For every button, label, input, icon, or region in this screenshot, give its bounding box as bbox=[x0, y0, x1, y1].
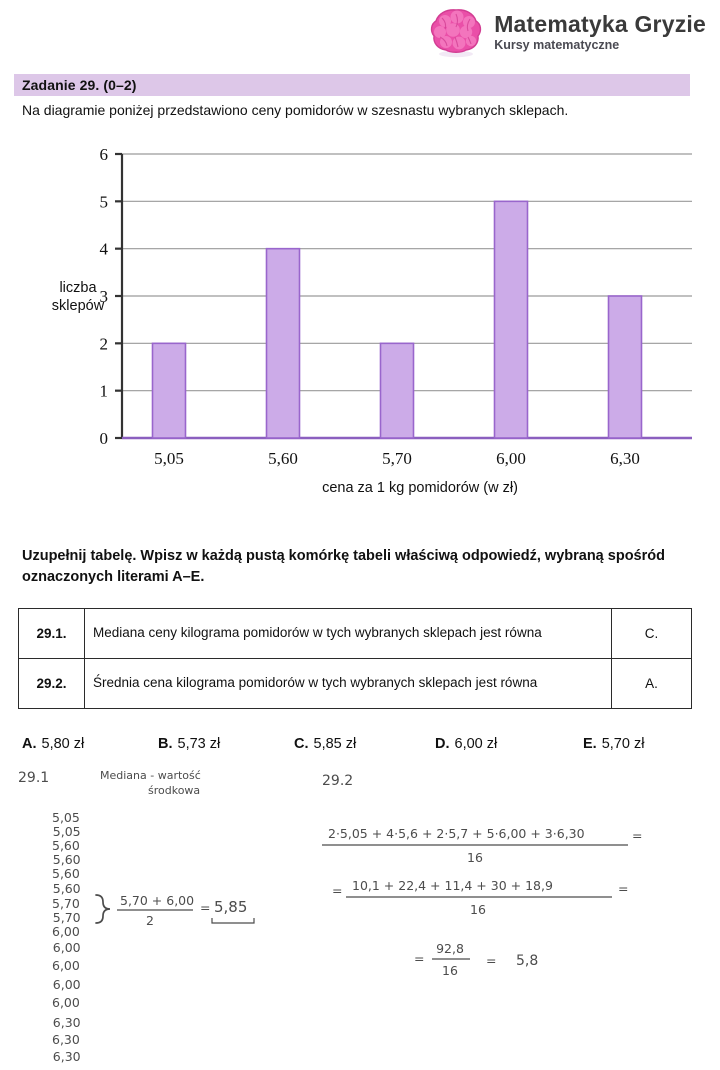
hw-value: 6,30 bbox=[52, 1015, 81, 1030]
option-a-value: 5,80 zł bbox=[41, 736, 85, 752]
y-tick-label: 2 bbox=[99, 334, 108, 354]
x-tick-label: 5,70 bbox=[382, 449, 412, 468]
option-c-value: 5,85 zł bbox=[313, 736, 357, 752]
hw-value: 5,60 bbox=[52, 881, 81, 896]
y-tick-label: 5 bbox=[99, 192, 108, 212]
hw-value: 6,30 bbox=[52, 1049, 81, 1064]
option-c-letter: C. bbox=[294, 736, 309, 752]
option-e-letter: E. bbox=[583, 736, 597, 752]
hw-r-l3-result: 5,8 bbox=[516, 953, 539, 969]
y-axis-title-line1: liczba bbox=[59, 280, 97, 296]
chart-bars bbox=[153, 201, 642, 438]
hw-value-list bbox=[52, 810, 81, 1064]
hw-left-heading: 29.1 bbox=[18, 770, 50, 786]
table-row bbox=[19, 609, 692, 659]
hw-value: 5,60 bbox=[52, 838, 80, 853]
hw-value: 6,00 bbox=[52, 977, 81, 992]
y-tick-label: 4 bbox=[99, 239, 108, 259]
hw-r-l1-den: 16 bbox=[467, 850, 483, 865]
answer-options bbox=[22, 736, 698, 752]
x-tick-label: 6,30 bbox=[610, 449, 640, 468]
hw-r-l3-lead: = bbox=[414, 951, 425, 966]
chart-bar bbox=[153, 343, 186, 438]
hw-value: 6,00 bbox=[52, 995, 80, 1010]
option-c[interactable] bbox=[294, 736, 435, 752]
bar-chart-svg bbox=[0, 140, 720, 500]
chart-bar bbox=[495, 201, 528, 438]
hw-r-l1-num: 2·5,05 + 4·5,6 + 2·5,7 + 5·6,00 + 3·6,30 bbox=[328, 826, 585, 841]
option-e-value: 5,70 zł bbox=[601, 736, 645, 752]
x-tick-label: 5,60 bbox=[268, 449, 298, 468]
option-d-value: 6,00 zł bbox=[454, 736, 498, 752]
option-a-letter: A. bbox=[22, 736, 37, 752]
row-index: 29.2. bbox=[19, 659, 85, 709]
hw-r-l2-tail: = bbox=[618, 881, 629, 896]
hw-r-l3-equals: = bbox=[486, 953, 497, 968]
hw-r-l2-den: 16 bbox=[470, 902, 486, 917]
option-d-letter: D. bbox=[435, 736, 450, 752]
hw-value: 6,00 bbox=[52, 958, 80, 973]
row-answer-cell[interactable]: A. bbox=[612, 659, 692, 709]
hw-r-l3-num: 92,8 bbox=[436, 941, 464, 956]
option-d[interactable] bbox=[435, 736, 583, 752]
bar-chart bbox=[0, 140, 720, 500]
task-number-label: Zadanie 29. (0–2) bbox=[22, 77, 137, 93]
option-b-letter: B. bbox=[158, 736, 173, 752]
hw-value: 5,70 bbox=[52, 896, 80, 911]
y-tick-labels bbox=[100, 145, 109, 448]
option-e[interactable] bbox=[583, 736, 693, 752]
chart-bar bbox=[381, 343, 414, 438]
x-tick-labels bbox=[154, 449, 640, 468]
hw-r-l2-lead: = bbox=[332, 883, 343, 898]
option-b[interactable] bbox=[158, 736, 294, 752]
y-tick-label: 6 bbox=[99, 145, 108, 164]
option-a[interactable] bbox=[22, 736, 158, 752]
y-axis-title-line2: sklepów bbox=[51, 298, 105, 314]
hw-value: 5,05 bbox=[52, 810, 80, 825]
hw-value: 5,70 bbox=[52, 910, 81, 925]
x-axis-title: cena za 1 kg pomidorów (w zł) bbox=[322, 480, 518, 496]
handwritten-solution bbox=[0, 760, 720, 1070]
hw-value: 6,30 bbox=[52, 1032, 80, 1047]
hw-brace bbox=[96, 895, 110, 923]
handwriting-svg bbox=[0, 760, 720, 1070]
hw-median-underline bbox=[212, 918, 254, 923]
hw-left-note-1: Mediana - wartość bbox=[100, 769, 201, 782]
hw-median-denominator: 2 bbox=[146, 913, 154, 928]
brand-header bbox=[428, 6, 706, 58]
hw-median-equals: = bbox=[200, 900, 211, 915]
row-statement: Mediana ceny kilograma pomidorów w tych wybranych sklepach jest równa bbox=[85, 609, 612, 659]
chart-bar bbox=[609, 296, 642, 438]
hw-left-note-2: środkowa bbox=[148, 784, 201, 797]
y-tick-label: 3 bbox=[99, 287, 108, 306]
y-tick-label: 0 bbox=[99, 429, 108, 448]
row-index: 29.1. bbox=[19, 609, 85, 659]
row-answer-cell[interactable]: C. bbox=[612, 609, 692, 659]
table-row bbox=[19, 659, 692, 709]
hw-median-result: 5,85 bbox=[214, 898, 248, 916]
instruction-text: Uzupełnij tabelę. Wpisz w każdą pustą komórkę tabeli właściwą odpowiedź, wybraną spośród oznaczonych literami A–E. bbox=[22, 548, 665, 586]
hw-value: 6,00 bbox=[52, 924, 80, 939]
x-tick-label: 5,05 bbox=[154, 449, 184, 468]
option-b-value: 5,73 zł bbox=[177, 736, 221, 752]
hw-value: 5,05 bbox=[52, 824, 81, 839]
hw-median-numerator: 5,70 + 6,00 bbox=[120, 893, 195, 908]
brand-subtitle: Kursy matematyczne bbox=[494, 38, 620, 52]
hw-value: 6,00 bbox=[52, 940, 81, 955]
brain-icon bbox=[428, 6, 484, 58]
brand-title: Matematyka Gryzie bbox=[494, 10, 706, 37]
task-intro-text: Na diagramie poniżej przedstawiono ceny pomidorów w szesnastu wybranych sklepach. bbox=[22, 102, 569, 118]
x-tick-label: 6,00 bbox=[496, 449, 526, 468]
answers-table bbox=[18, 608, 692, 709]
chart-bar bbox=[267, 249, 300, 438]
hw-value: 5,60 bbox=[52, 866, 80, 881]
hw-right-heading: 29.2 bbox=[322, 773, 354, 789]
hw-value: 5,60 bbox=[52, 852, 81, 867]
task-header-band bbox=[14, 74, 690, 96]
hw-r-l3-den: 16 bbox=[442, 963, 458, 978]
hw-r-l2-num: 10,1 + 22,4 + 11,4 + 30 + 18,9 bbox=[352, 878, 553, 893]
y-tick-label: 1 bbox=[99, 381, 108, 401]
row-statement: Średnia cena kilograma pomidorów w tych wybranych sklepach jest równa bbox=[85, 659, 612, 709]
hw-r-l1-tail: = bbox=[632, 828, 643, 843]
